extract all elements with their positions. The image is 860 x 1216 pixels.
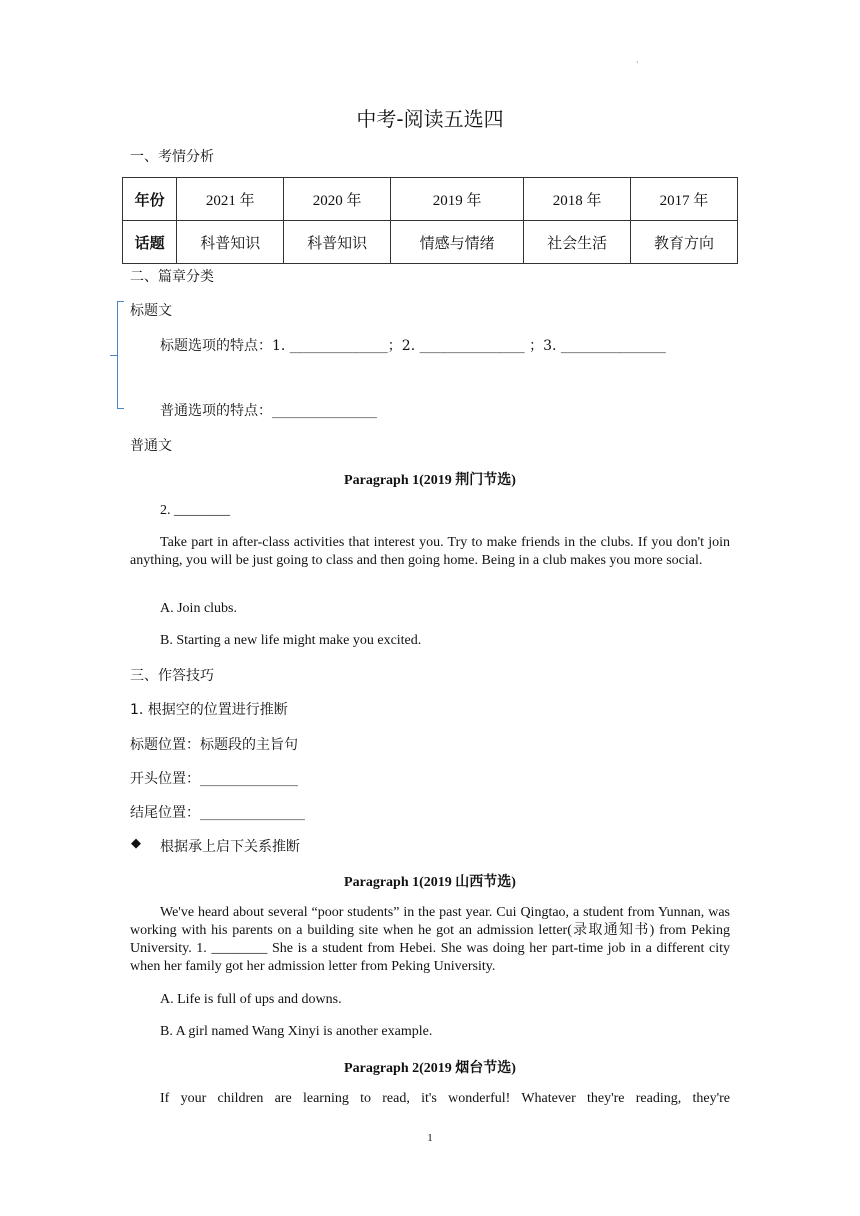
table-cell: 情感与情绪 xyxy=(391,221,524,264)
technique-position: 1. 根据空的位置进行推断 xyxy=(130,702,288,718)
table-cell: 教育方向 xyxy=(631,221,738,264)
brace-tick xyxy=(110,355,118,356)
table-cell: 话题 xyxy=(123,221,177,264)
table-cell: 2017 年 xyxy=(631,178,738,221)
section-heading-analysis: 一、考情分析 xyxy=(130,149,214,165)
paragraph-heading: Paragraph 2(2019 烟台节选) xyxy=(344,1061,516,1076)
diamond-bullet-icon: ◆ xyxy=(131,836,141,851)
section-heading-classification: 二、篇章分类 xyxy=(130,269,214,285)
table-row xyxy=(123,221,738,264)
start-position-line: 开头位置：______________ xyxy=(130,771,298,787)
normal-option-features: 普通选项的特点：_______________ xyxy=(160,403,377,419)
header-dot: · xyxy=(636,58,639,68)
page-title: 中考-阅读五选四 xyxy=(356,107,504,131)
left-brace xyxy=(117,301,124,409)
option-b: B. A girl named Wang Xinyi is another example. xyxy=(160,1024,433,1039)
title-position-line: 标题位置：标题段的主旨句 xyxy=(130,737,298,753)
end-position-line: 结尾位置：_______________ xyxy=(130,805,305,821)
option-a: A. Life is full of ups and downs. xyxy=(160,992,342,1007)
table-cell: 年份 xyxy=(123,178,177,221)
table-cell: 科普知识 xyxy=(284,221,391,264)
table-cell: 科普知识 xyxy=(177,221,284,264)
option-a: A. Join clubs. xyxy=(160,601,237,616)
subheading-normal-text: 普通文 xyxy=(130,438,172,454)
option-b: B. Starting a new life might make you excited. xyxy=(160,633,422,648)
passage-text: We've heard about several “poor students” in the past year. Cui Qingtao, a student from Yunnan, was working with his parents on a building site when he got an admission letter(录取通知书) from Peking University. 1. ________ She is a student from Hebei. She was doing her part-time job in a different city when her family got her admission letter from Peking University. xyxy=(130,905,730,974)
table-cell: 2020 年 xyxy=(284,178,391,221)
passage-text: Take part in after-class activities that interest you. Try to make friends in the clubs. If you don't join anything, you will be just going to class and then going home. Being in a club makes you more social. xyxy=(130,535,730,568)
technique-transition: 根据承上启下关系推断 xyxy=(160,839,300,855)
table-cell: 社会生活 xyxy=(524,221,631,264)
subheading-title-text: 标题文 xyxy=(130,303,172,319)
page-number: 1 xyxy=(427,1132,433,1144)
title-option-features: 标题选项的特点：1. ______________；2. _______________ ；3. _______________ xyxy=(160,338,666,354)
section-heading-techniques: 三、作答技巧 xyxy=(130,668,214,684)
table-row xyxy=(123,178,738,221)
table-cell: 2018 年 xyxy=(524,178,631,221)
table-cell: 2019 年 xyxy=(391,178,524,221)
paragraph-heading: Paragraph 1(2019 荆门节选) xyxy=(344,473,516,488)
passage-text: If your children are learning to read, it's wonderful! Whatever they're reading, they're xyxy=(160,1091,730,1106)
table-cell: 2021 年 xyxy=(177,178,284,221)
exam-topic-table xyxy=(122,177,738,264)
blank-item: 2. ________ xyxy=(160,503,230,518)
paragraph-heading: Paragraph 1(2019 山西节选) xyxy=(344,875,516,890)
